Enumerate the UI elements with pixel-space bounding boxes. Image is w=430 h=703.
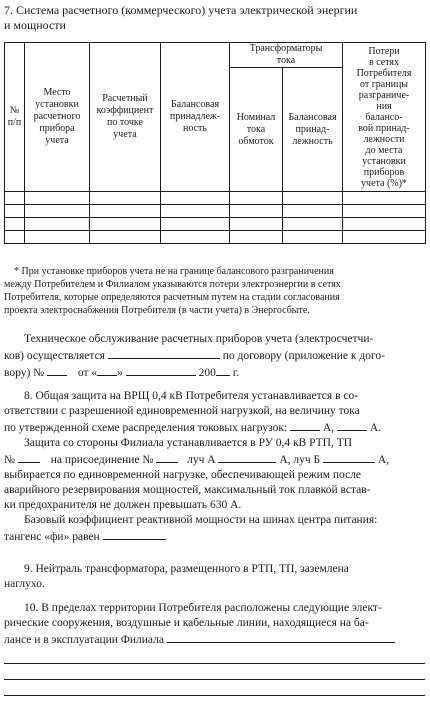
- col-header-transformers: Трансформаторы тока: [230, 43, 343, 68]
- contract-year-field[interactable]: [216, 364, 230, 376]
- footnote: * При установке приборов учета не на границе балансового разграничения между Потребителем и Филиалом указываются потери электроэнергии в сетях Потребителя, которые определяются расчетным путем на стадии согласования проекта электроснабжения Потребителя (в части учета) в Энергосбыте.: [4, 266, 341, 316]
- beam-a-field[interactable]: [218, 451, 276, 463]
- table-row: [5, 192, 426, 205]
- section-7-heading: [4, 3, 424, 33]
- col-header-place: Место установки расчетного прибора учета: [25, 43, 90, 192]
- table-row: [5, 205, 426, 218]
- contract-day-field[interactable]: [97, 364, 117, 376]
- col-header-balance: Балансовая принадлеж- ность: [161, 43, 230, 192]
- heading-line-1: 7. Система расчетного (коммерческого) учета электрической энергии: [4, 3, 358, 17]
- section-8: 8. Общая защита на ВРЩ 0,4 кВ Потребителя устанавливается в со- ответствии с разрешенной единовременной нагрузкой, на величину тока по утвержденной схеме распределения токовых нагрузок: А, А. Защита со стороны Филиала устанавливается в РУ 0,4 кВ РТП, ТП № на присоединение № луч А А, луч Б А, выбирается по единовременной нагрузке, обеспечивающей режим после аварийного резервирования мощностей, максимальный ток плавкой встав- ки предохранителя не должен превышать 630 А. Базовый коэффициент реактивной мощности на шинах центра питания: тангенс «фи» равен .: [4, 390, 390, 543]
- load-current-field-1[interactable]: [290, 419, 320, 431]
- contract-number-field[interactable]: [47, 364, 67, 376]
- table-row: [5, 231, 426, 244]
- facilities-line-1[interactable]: [4, 663, 425, 664]
- facilities-line-3[interactable]: [4, 695, 425, 696]
- metering-table: [4, 42, 426, 244]
- section-9: 9. Нейтраль трансформатора, размещенного в РТП, ТП, заземлена наглухо.: [4, 563, 349, 590]
- load-current-field-2[interactable]: [337, 419, 367, 431]
- connection-number-field[interactable]: [156, 451, 178, 463]
- facilities-field[interactable]: [167, 631, 395, 643]
- col-header-nominal: Номинал тока обмоток: [230, 68, 283, 192]
- col-header-coefficient: Расчетный коэффициент по точке учета: [90, 43, 161, 192]
- facilities-line-2[interactable]: [4, 679, 425, 680]
- section-10: 10. В пределах территории Потребителя расположены следующие элект- рические сооружения, воздушные и кабельные линии, находящиеся на ба- лансе и в эксплуатации Филиала: [4, 601, 425, 648]
- col-header-transformer-balance: Балансовая принад- лежность: [283, 68, 343, 192]
- contract-month-field[interactable]: [126, 364, 196, 376]
- beam-b-field[interactable]: [323, 451, 375, 463]
- tangent-phi-field[interactable]: [103, 528, 165, 540]
- contractor-field[interactable]: [108, 347, 220, 359]
- substation-number-field[interactable]: [18, 451, 40, 463]
- col-header-losses: Потери в сетях Потребителя от границы разграниче- ния балансо- вой принад- лежности до места установки приборов учета (%)*: [343, 43, 426, 192]
- table-row: [5, 218, 426, 231]
- maintenance-paragraph: Техническое обслуживание расчетных приборов учета (электросчетчи- ков) осуществляется по договору (приложение к дого- вору) № от « » 200 г.: [4, 333, 385, 379]
- col-header-number: № п/п: [5, 43, 25, 192]
- heading-line-2: и мощности: [4, 18, 66, 32]
